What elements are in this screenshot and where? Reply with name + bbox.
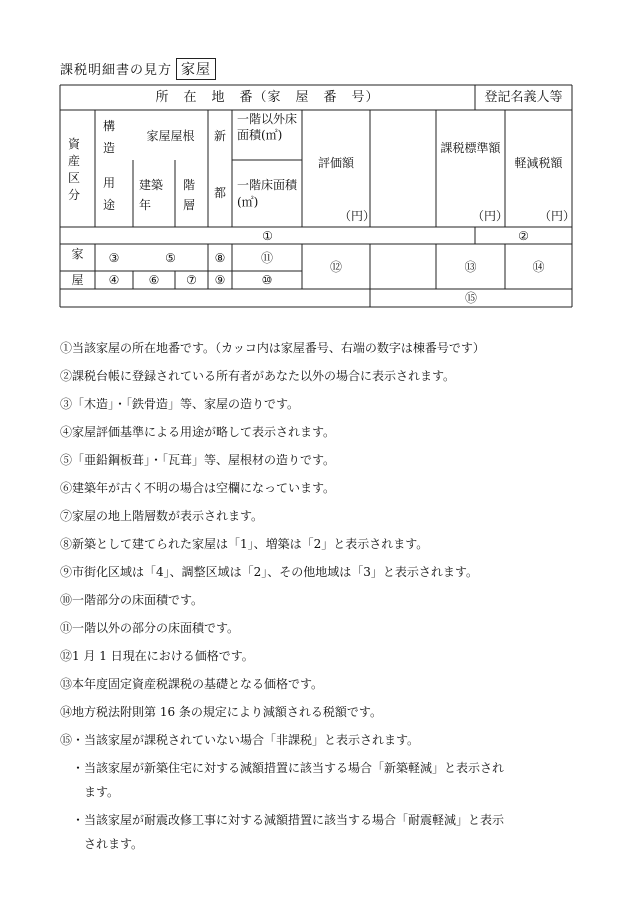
kenchiku-label: 建築年	[139, 178, 164, 212]
note-3: ③「木造」・「鉄骨造」等、家屋の造りです。	[60, 397, 300, 411]
mark-3: ③	[108, 251, 120, 265]
mark-6: ⑥	[148, 273, 160, 287]
mark-8: ⑧	[214, 251, 226, 265]
mark-11: ⑪	[260, 251, 273, 265]
header-touki: 登記名義人等	[484, 90, 563, 105]
kazei-label: 課税標準額	[440, 141, 501, 155]
note-4: ④家屋評価基準による用途が略して表示されます。	[60, 425, 336, 439]
title-prefix: 課税明細書の見方	[60, 63, 173, 78]
kazei-unit: （円）	[472, 209, 509, 223]
note-13: ⑬本年度固定資産税課税の基礎となる価格です。	[60, 677, 324, 691]
kaoku-char-2: 屋	[71, 273, 84, 287]
kaoku-char-1: 家	[71, 247, 84, 261]
note-6: ⑥建築年が古く不明の場合は空欄になっています。	[60, 481, 336, 495]
note-14: ⑭地方税法附則第 16 条の規定により減額される税額です。	[60, 705, 382, 719]
note-15-line5: されます。	[60, 837, 144, 851]
note-2: ②課税台帳に登録されている所有者があなた以外の場合に表示されます。	[60, 369, 456, 383]
shisan-kubun-label: 資産区分	[68, 137, 81, 202]
hyoka-label: 評価額	[317, 156, 354, 170]
mark-15: ⑮	[464, 291, 477, 305]
mark-14: ⑭	[532, 260, 545, 274]
note-10: ⑩一階部分の床面積です。	[60, 593, 204, 607]
page-title	[60, 58, 216, 80]
note-7: ⑦家屋の地上階層数が表示されます。	[60, 509, 264, 523]
hyoka-unit: （円）	[339, 209, 376, 223]
youto-label: 用途	[103, 176, 116, 212]
mark-10: ⑩	[261, 273, 273, 287]
mark-2: ②	[518, 229, 529, 243]
ikkai-label: 一階床面積(㎡)	[237, 178, 298, 209]
note-12: ⑫1 月 1 日現在における価格です。	[60, 649, 254, 663]
note-8: ⑧新築として建てられた家屋は「1」、増築は「2」と表示されます。	[60, 537, 429, 551]
note-15-line4: ・当該家屋が耐震改修工事に対する減額措置に該当する場合「耐震軽減」と表示	[60, 813, 505, 827]
mark-7: ⑦	[186, 273, 197, 287]
note-9: ⑨市街化区域は「4」、調整区域は「2」、その他地域は「3」と表示されます。	[60, 565, 478, 579]
mark-13: ⑬	[464, 260, 477, 274]
note-15: ⑮・当該家屋が課税されていない場合「非課税」と表示されます。	[60, 733, 420, 747]
note-15-line3: ます。	[60, 785, 120, 799]
mark-1: ①	[262, 229, 273, 243]
mark-5: ⑤	[165, 251, 176, 265]
to-label: 都	[213, 186, 226, 200]
note-11: ⑪一階以外の部分の床面積です。	[60, 621, 240, 635]
keigen-unit: （円）	[539, 209, 576, 223]
keigen-label: 軽減税額	[514, 156, 563, 170]
kaisou-label: 階層	[183, 178, 196, 212]
mark-12: ⑫	[329, 260, 342, 274]
header-shozai: 所 在 地 番（家 屋 番 号）	[155, 90, 380, 105]
mark-9: ⑨	[214, 273, 226, 287]
note-5: ⑤「亜鉛鋼板葺」・「瓦葺」等、屋根材の造りです。	[60, 453, 336, 467]
mark-4: ④	[108, 273, 120, 287]
yane-label: 家屋屋根	[146, 129, 195, 143]
note-15-line2: ・当該家屋が新築住宅に対する減額措置に該当する場合「新築軽減」と表示され	[60, 761, 505, 775]
shin-label: 新	[213, 129, 226, 143]
note-1: ①当該家屋の所在地番です。（カッコ内は家屋番号、右端の数字は棟番号です）	[60, 341, 485, 355]
title-boxed: 家屋	[176, 58, 216, 80]
ikkai-igai-label: 一階以外床面積(㎡)	[237, 112, 298, 142]
kouzou-label: 構造	[103, 119, 116, 155]
